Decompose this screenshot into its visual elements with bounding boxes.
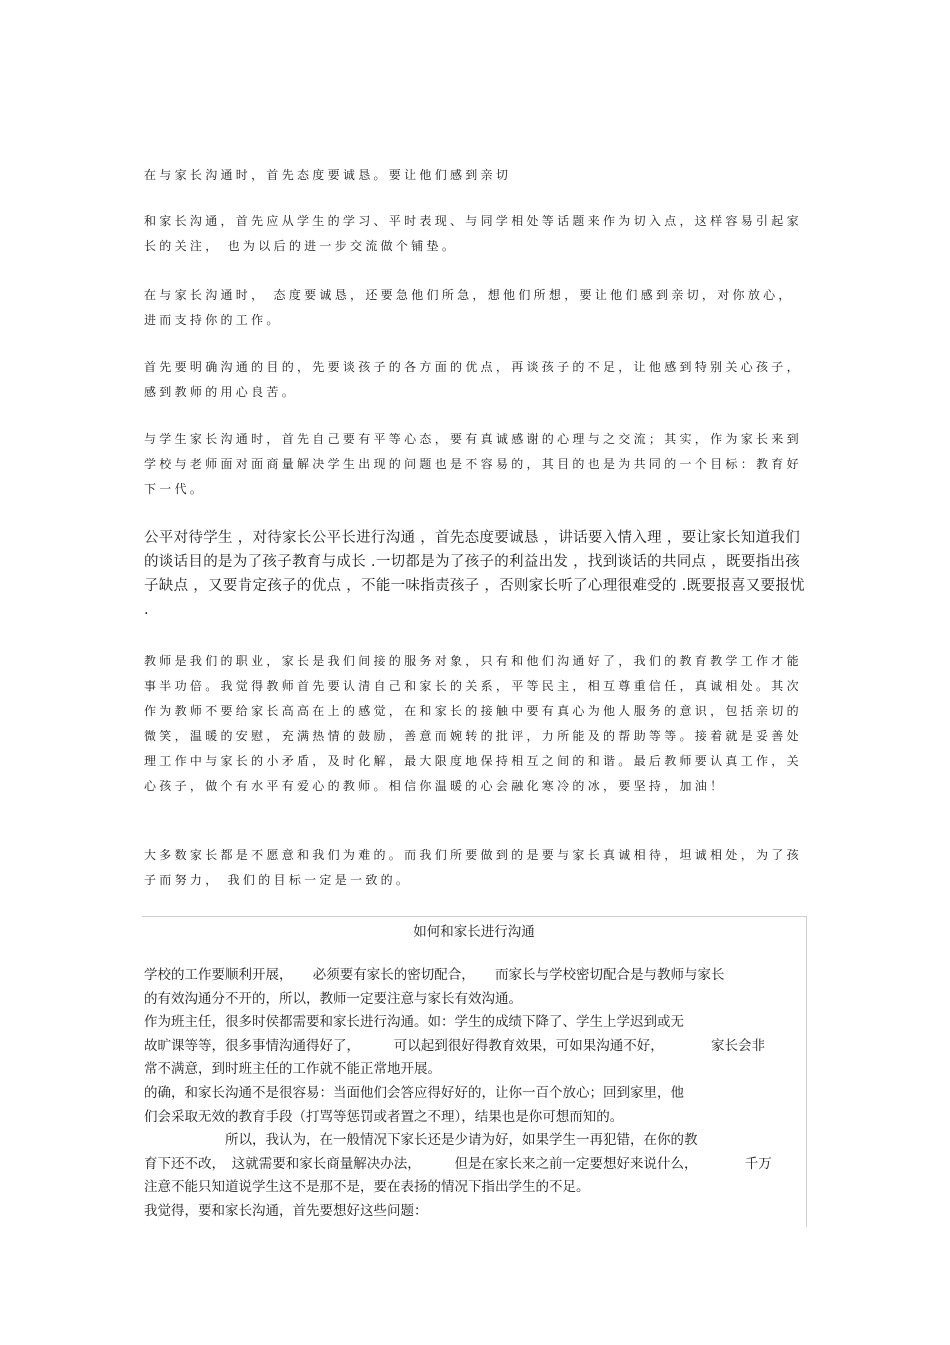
paragraph-7: 教师是我们的职业，家长是我们间接的服务对象，只有和他们沟通好了，我们的教育教学工作才能事半功倍。我觉得教师首先要认清自己和家长的关系，平等民主，相互尊重信任，真诚相处。其次作为教师不要给家长高高在上的感觉，在和家长的接触中要有真心为他人服务的意识，包括亲切的微笑，温暖的安慰，充满热情的鼓励，善意而婉转的批评，力所能及的帮助等等。接着就是妥善处理工作中与家长的小矛盾，及时化解，最大限度地保持相互之间的和谐。最后教师要认真工作，关心孩子，做个有水平有爱心的教师。相信你温暖的心会融化寒冷的冰，要坚持，加油！ — [144, 654, 802, 793]
article-line: 们会采取无效的教育手段（打骂等惩罚或者置之不理），结果也是你可想而知的。 — [144, 1108, 624, 1125]
paragraph-2: 和家长沟通，首先应从学生的学习、平时表现、与同学相处等话题来作为切入点，这样容易引起家长的关注， 也为以后的进一步交流做个铺垫。 — [144, 214, 802, 253]
article-line: 我觉得，要和家长沟通，首先要想好这些问题： — [144, 1202, 428, 1219]
article-line: 常不满意，到时班主任的工作就不能正常地开展。 — [144, 1061, 441, 1078]
article-line: 注意不能只知道说学生这不是那不是，要在表扬的情况下指出学生的不足。 — [144, 1179, 590, 1196]
article-line: 的确，和家长沟通不是很容易：当面他们会答应得好好的，让你一百个放心；回到家里，他 — [144, 1084, 684, 1101]
paragraph-1: 在与家长沟通时，首先态度要诚恳。要让他们感到亲切 — [144, 168, 512, 182]
article-line: 故旷课等等，很多事情沟通得好了， 可以起到很好得教育效果，可如果沟通不好， 家长会非 — [144, 1037, 765, 1054]
article-line: 的有效沟通分不开的，所以，教师一定要注意与家长有效沟通。 — [144, 990, 522, 1007]
article-line: 所以，我认为，在一般情况下家长还是少请为好，如果学生一再犯错，在你的教 — [144, 1132, 698, 1149]
paragraph-3: 在与家长沟通时， 态度要诚恳，还要急他们所急，想他们所想，要让他们感到亲切，对你放心，进而支持你的工作。 — [144, 288, 794, 327]
article-line: 学校的工作要顺利开展， 必须要有家长的密切配合， 而家长与学校密切配合是与教师与家长 — [144, 967, 725, 983]
article-line: 育下还不改， 这就需要和家长商量解决办法， 但是在家长来之前一定要想好来说什么， 千万 — [144, 1155, 772, 1172]
paragraph-8: 大多数家长都是不愿意和我们为难的。而我们所要做到的是要与家长真诚相待，坦诚相处，为了孩子而努力， 我们的目标一定是一致的。 — [144, 848, 802, 887]
article-body — [144, 964, 804, 1224]
paragraph-4: 首先要明确沟通的目的，先要谈孩子的各方面的优点，再谈孩子的不足，让他感到特别关心孩子， 感到教师的用心良苦。 — [144, 360, 802, 399]
paragraph-5: 与学生家长沟通时，首先自己要有平等心态，要有真诚感谢的心理与之交流；其实，作为家长来到学校与老师面对面商量解决学生出现的问题也是不容易的，其目的也是为共同的一个目标：教育好下一代。 — [144, 432, 802, 496]
article-box — [142, 916, 807, 1227]
article-line: 作为班主任，很多时侯都需要和家长进行沟通。如：学生的成绩下降了、学生上学迟到或无 — [144, 1014, 684, 1031]
paragraph-6: 公平对待学生 ，对待家长公平长进行沟通 ，首先态度要诚恳 ，讲话要入情入理 ，要让家长知道我们的谈话目的是为了孩子教育与成长 .一切都是为了孩子的利益出发 ，找到谈话的共同点 ，既要指出孩子缺点 ，又要肯定孩子的优点 ，不能一味指责孩子 ，否则家长听了心理很难受的 .既要报喜又要报忧 . — [144, 530, 805, 618]
article-title: 如何和家长进行沟通 — [413, 924, 535, 940]
